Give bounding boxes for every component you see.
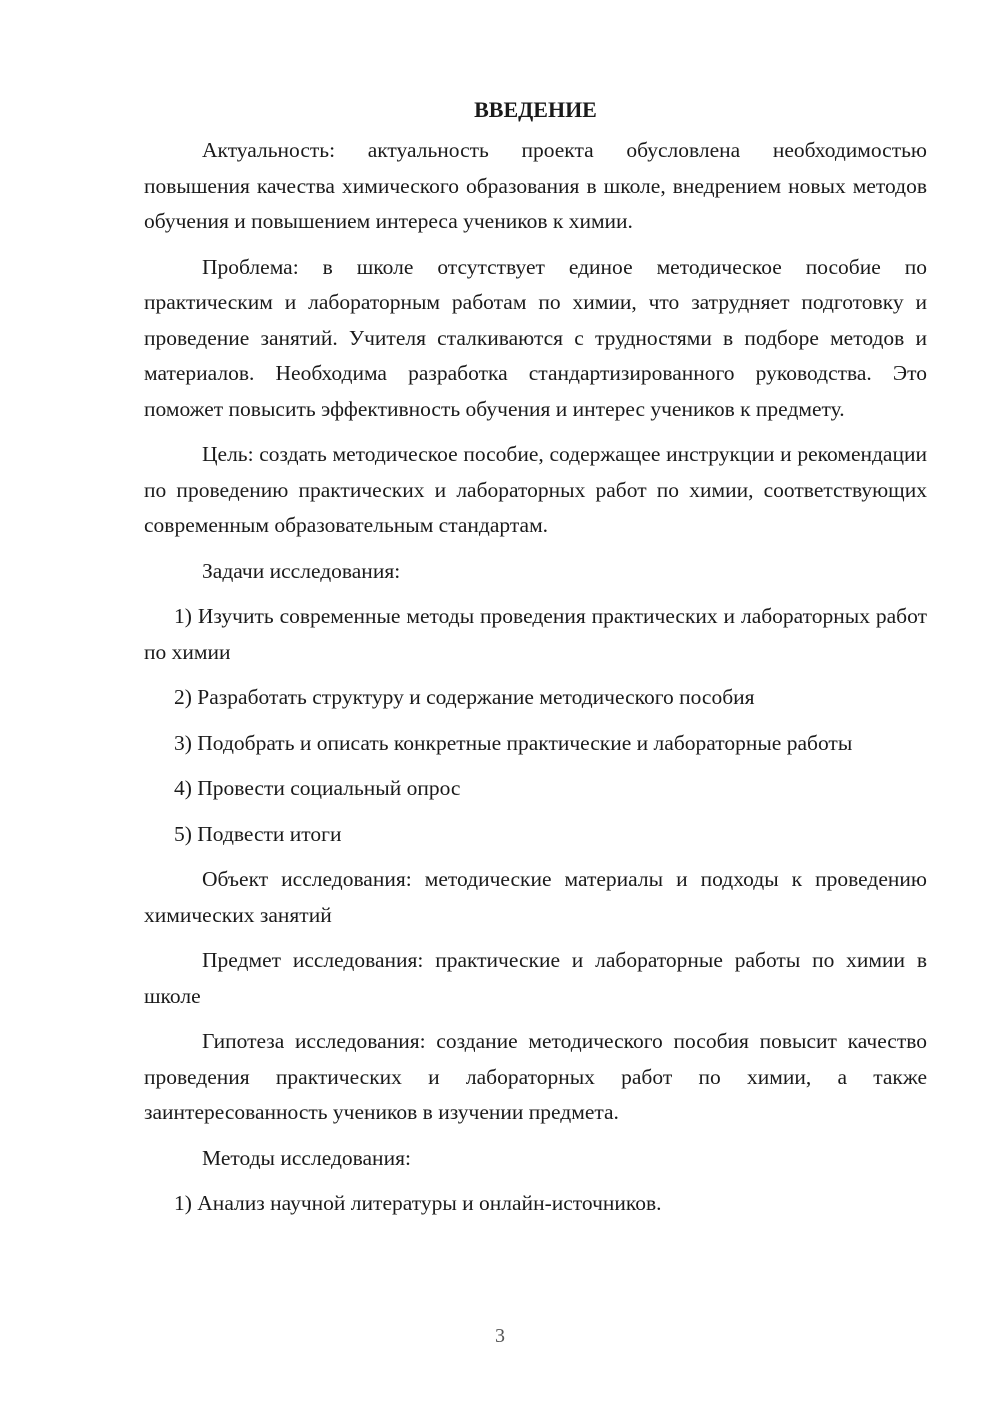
task-item-1: 1) Изучить современные методы проведения практических и лабораторных работ по химии <box>144 604 927 664</box>
relevance-paragraph: Актуальность: актуальность проекта обусловлена необходимостью повышения качества химического образования в школе, внедрением новых методов обучения и повышением интереса учеников к химии. <box>144 138 927 233</box>
task-item-2: 2) Разработать структуру и содержание методического пособия <box>174 685 755 709</box>
method-item-1: 1) Анализ научной литературы и онлайн-источников. <box>174 1191 662 1215</box>
tasks-heading: Задачи исследования: <box>202 558 401 583</box>
document-page <box>144 92 927 1232</box>
task-item-4: 4) Провести социальный опрос <box>174 776 461 800</box>
section-title: ВВЕДЕНИЕ <box>474 97 597 122</box>
task-item-3: 3) Подобрать и описать конкретные практические и лабораторные работы <box>174 730 853 755</box>
goal-paragraph: Цель: создать методическое пособие, содержащее инструкции и рекомендации по проведению практических и лабораторных работ по химии, соответствующих современным образовательным стандартам. <box>144 442 927 537</box>
page-number: 3 <box>495 1325 505 1347</box>
problem-paragraph: Проблема: в школе отсутствует единое методическое пособие по практическим и лабораторным работам по химии, что затрудняет подготовку и проведение занятий. Учителя сталкиваются с трудностями в подборе методов и материалов. Необходима разработка стандартизированного руководства. Это поможет повысить эффективность обучения и интерес учеников к предмету. <box>144 254 927 421</box>
object-paragraph: Объект исследования: методические материалы и подходы к проведению химических занятий <box>144 867 927 927</box>
subject-paragraph: Предмет исследования: практические и лабораторные работы по химии в школе <box>144 948 927 1008</box>
methods-heading: Методы исследования: <box>202 1145 411 1170</box>
task-item-5: 5) Подвести итоги <box>174 821 342 846</box>
hypothesis-paragraph: Гипотеза исследования: создание методического пособия повысит качество проведения практических и лабораторных работ по химии, а также заинтересованность учеников в изучении предмета. <box>144 1029 927 1124</box>
